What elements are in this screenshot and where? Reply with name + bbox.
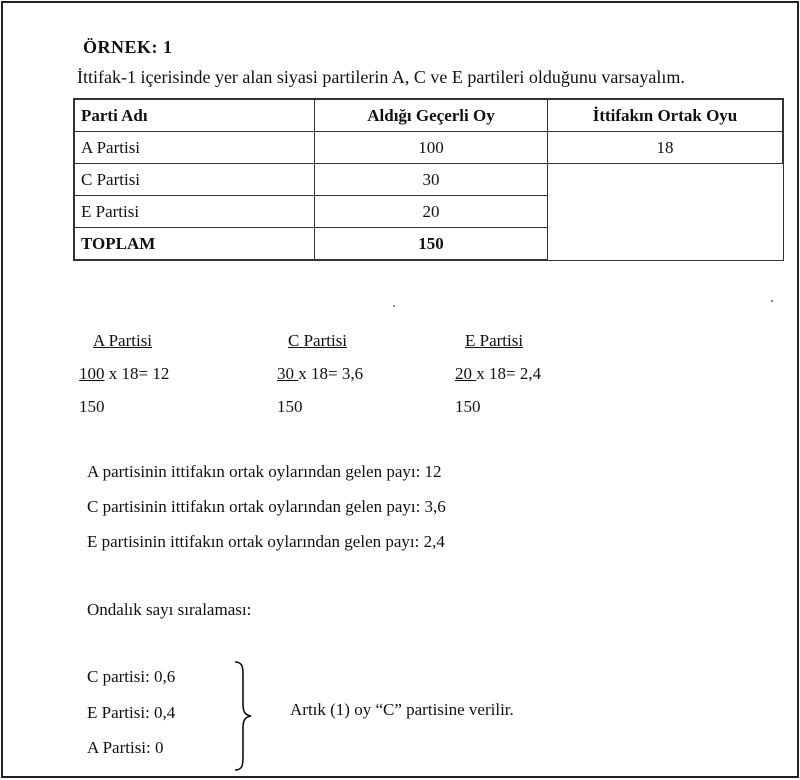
calc-a-party: A Partisi — [93, 331, 153, 350]
table-row — [75, 164, 783, 196]
header-party-name: Parti Adı — [75, 100, 315, 132]
calc-e-denominator: 150 — [455, 397, 481, 416]
table-header-row — [75, 100, 783, 132]
share-line-c: C partisinin ittifakın ortak oylarından gelen payı: 3,6 — [87, 497, 446, 516]
header-valid-votes: Aldığı Geçerli Oy — [315, 100, 548, 132]
total-votes-cell: 150 — [315, 228, 548, 260]
party-votes-cell: 100 — [315, 132, 548, 164]
total-label-cell: TOPLAM — [75, 228, 315, 260]
intro-text: İttifak-1 içerisinde yer alan siyasi partilerin A, C ve E partileri olduğunu varsayalım. — [77, 67, 685, 87]
calc-c-rest: x 18= 3,6 — [298, 364, 364, 383]
conclusion-text: Artık (1) oy “C” partisine verilir. — [290, 700, 514, 719]
party-name-cell: E Partisi — [75, 196, 315, 228]
document-page — [1, 1, 799, 778]
party-name-cell: C Partisi — [75, 164, 315, 196]
party-votes-cell: 20 — [315, 196, 548, 228]
share-line-a: A partisinin ittifakın ortak oylarından gelen payı: 12 — [87, 462, 442, 481]
alliance-votes-cell: 18 — [548, 132, 783, 164]
share-line-e: E partisinin ittifakın ortak oylarından gelen payı: 2,4 — [87, 532, 445, 551]
party-name-cell: A Partisi — [75, 132, 315, 164]
decimal-heading: Ondalık sayı sıralaması: — [87, 600, 252, 619]
table-total-row — [75, 228, 783, 260]
table-row — [75, 196, 783, 228]
calc-a-denominator: 150 — [79, 397, 105, 416]
decimal-item-c: C partisi: 0,6 — [87, 667, 176, 686]
decimal-item-e: E Partisi: 0,4 — [87, 703, 176, 722]
decimal-item-a: A Partisi: 0 — [87, 738, 164, 757]
calc-c-numerator: 30 — [277, 364, 299, 383]
party-votes-cell: 30 — [315, 164, 548, 196]
calc-c-formula — [277, 364, 363, 384]
calc-a-formula — [79, 364, 169, 384]
calc-e-party: E Partisi — [465, 331, 524, 350]
calc-a-rest: x 18= 12 — [104, 364, 170, 383]
party-votes-table — [74, 99, 783, 260]
scan-speck — [771, 300, 773, 302]
table-row — [75, 132, 783, 164]
example-title: ÖRNEK: 1 — [83, 37, 173, 57]
calc-c-denominator: 150 — [277, 397, 303, 416]
curly-brace-icon — [229, 660, 259, 772]
header-alliance-votes: İttifakın Ortak Oyu — [548, 100, 783, 132]
calc-e-rest: x 18= 2,4 — [476, 364, 542, 383]
calc-a-numerator: 100 — [79, 364, 105, 383]
calc-c-party: C Partisi — [288, 331, 348, 350]
calc-e-numerator: 20 — [455, 364, 477, 383]
calc-e-formula — [455, 364, 541, 384]
scan-speck — [393, 305, 395, 307]
